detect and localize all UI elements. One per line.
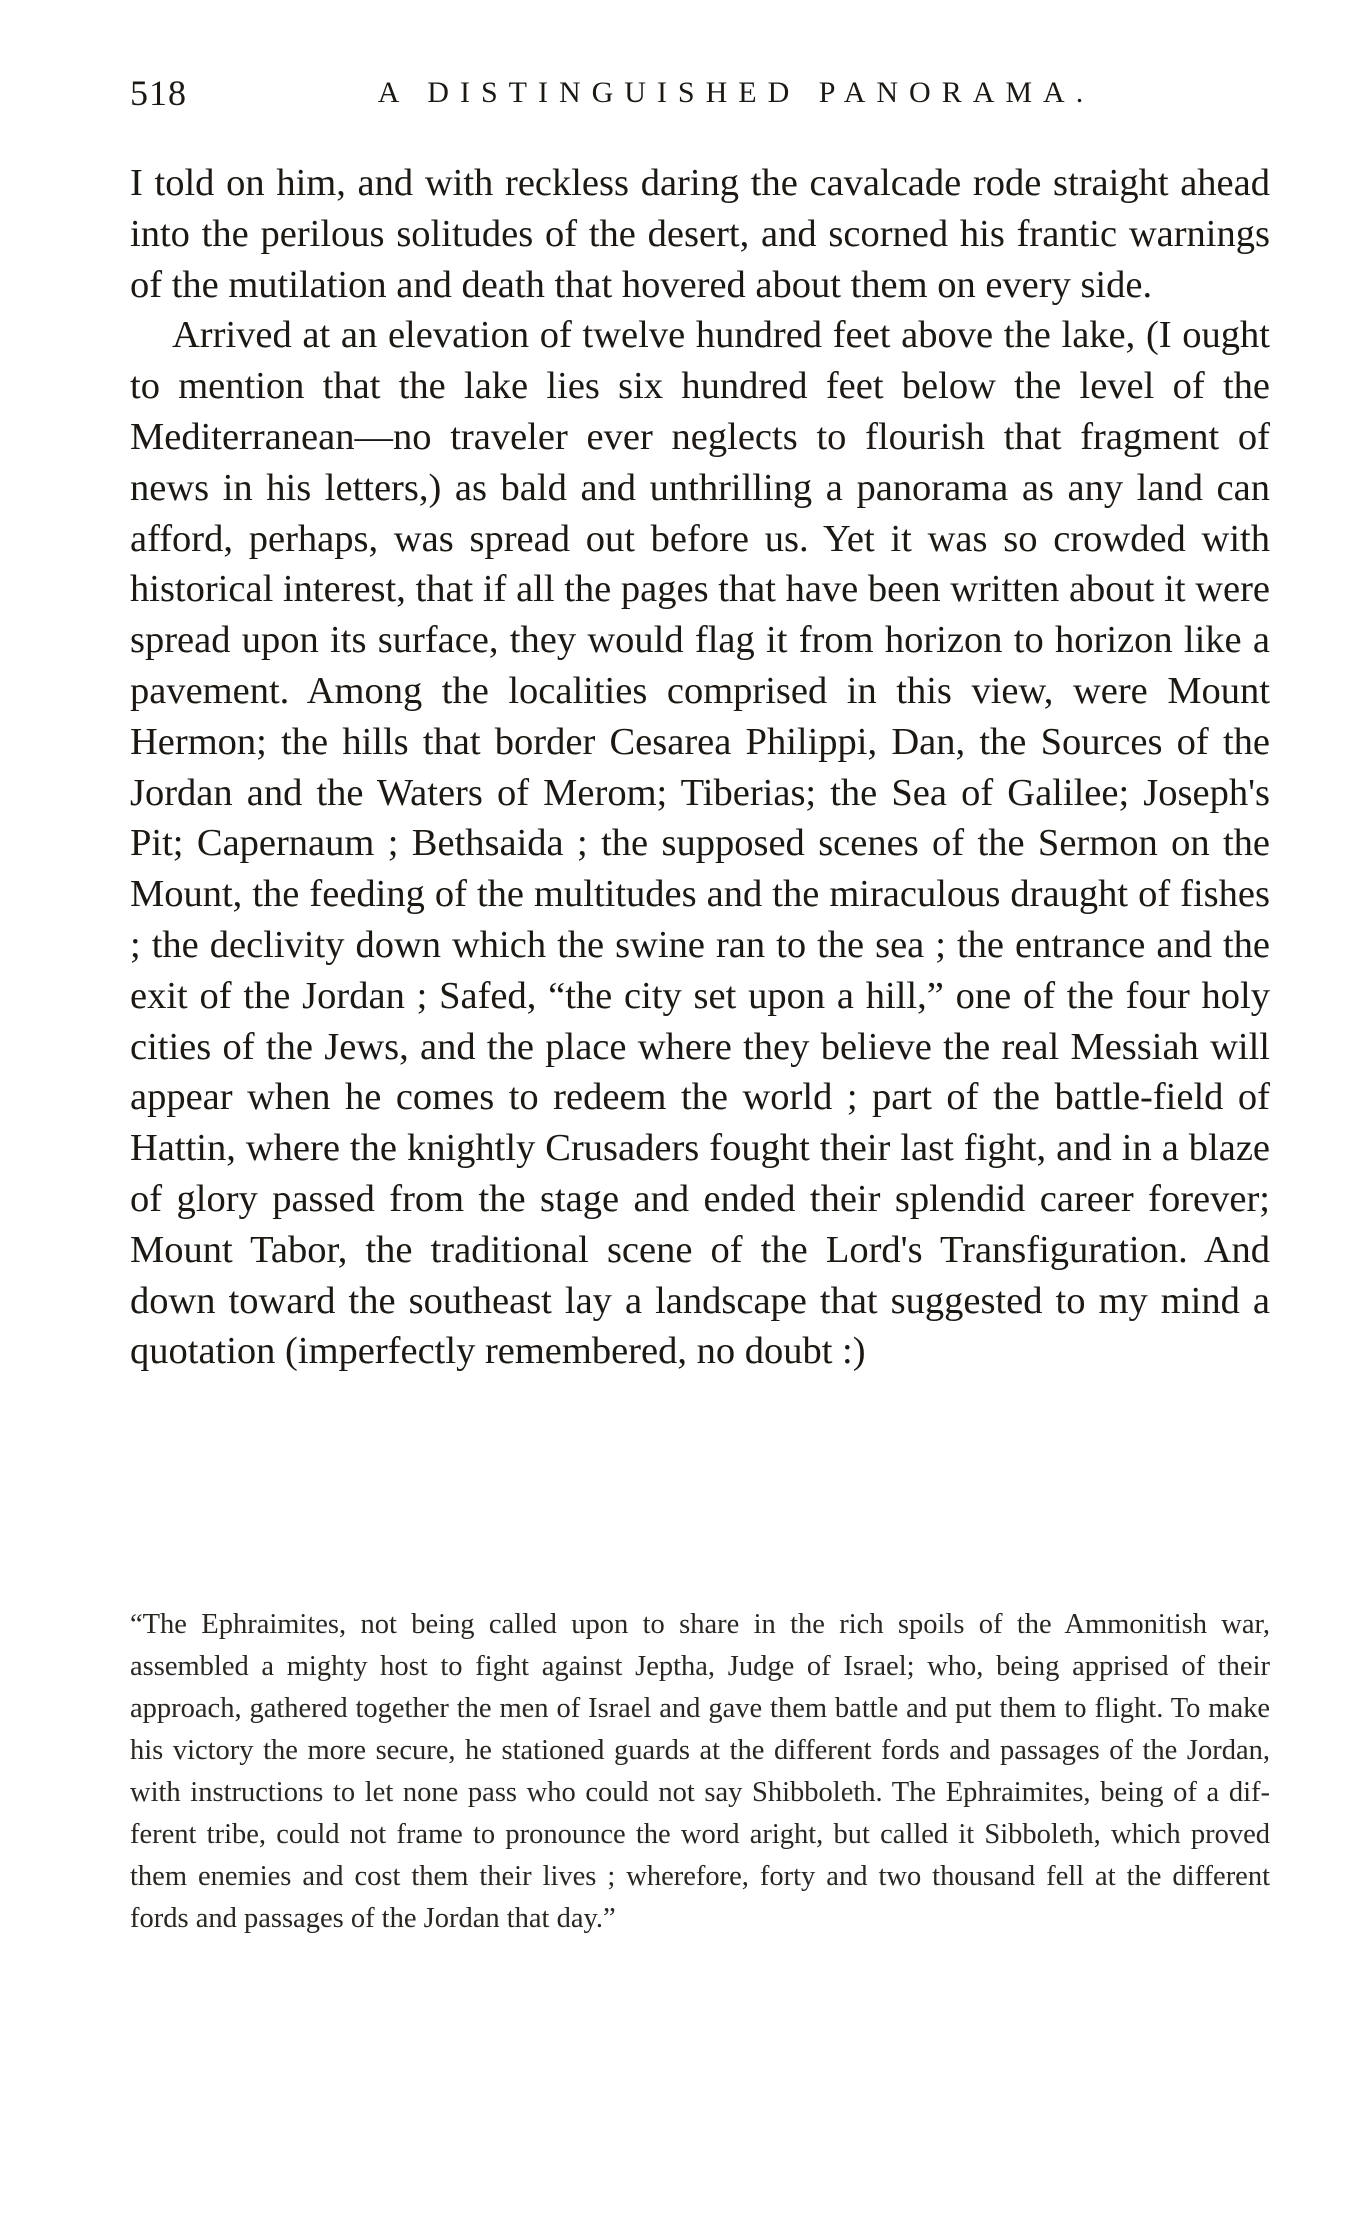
paragraph-2: Arrived at an elevation of twelve hundred feet above the lake, (I ought to mention that the lake lies six hundred feet below the level of the Mediterranean—no traveler ever neglects to flourish that fragment of news in his letters,) as bald and unthrilling a panorama as any land can afford, perhaps, was spread out before us. Yet it was so crowded with historical interest, that if all the pages that have been written about it were spread upon its surface, they would flag it from horizon to horizon like a pavement. Among the localities comprised in this view, were Mount Hermon; the hills that border Cesarea Philippi, Dan, the Sources of the Jordan and the Waters of Merom; Tiberias; the Sea of Galilee; Joseph's Pit; Capernaum ; Bethsaida ; the supposed scenes of the Sermon on the Mount, the feeding of the multitudes and the miraculous draught of fishes ; the declivity down which the swine ran to the sea ; the entrance and the exit of the Jordan ; Safed, “the city set upon a hill,” one of the four holy cities of the Jews, and the place where they believe the real Messiah will appear when he comes to redeem the world ; part of the battle-field of Hattin, where the knightly Crusaders fought their last fight, and in a blaze of glory passed from the stage and ended their splendid career forever; Mount Tabor, the traditional scene of the Lord's Transfiguration. And down toward the southeast lay a landscape that suggested to my mind a quotation (imperfectly remembered, no doubt :) <box>130 314 1270 1373</box>
paragraph-1: I told on him, and with reckless daring the cavalcade rode straight ahead into the perilous solitudes of the desert, and scorned his frantic warnings of the mutilation and death that hovered about them on every side. <box>130 162 1270 306</box>
running-head: A DISTINGUISHED PANORAMA. <box>377 76 1095 109</box>
body-text <box>130 158 1270 1377</box>
block-quotation <box>130 1604 1270 1940</box>
page-header <box>130 72 1282 122</box>
page-number: 518 <box>130 73 187 113</box>
quotation-text: “The Ephraimites, not being called upon to share in the rich spoils of the Ammonitish war, assembled a mighty host to fight against Jeptha, Judge of Israel; who, being apprised of their approach, gathered together the men of Israel and gave them battle and put them to flight. To make his victory the more secure, he stationed guards at the different fords and passages of the Jordan, with instructions to let none pass who could not say Shibboleth. The Ephraimites, being of a different tribe, could not frame to pronounce the word aright, but called it Sibboleth, which proved them enemies and cost them their lives ; wherefore, forty and two thousand fell at the different fords and passages of the Jordan that day.” <box>130 1609 1270 1934</box>
